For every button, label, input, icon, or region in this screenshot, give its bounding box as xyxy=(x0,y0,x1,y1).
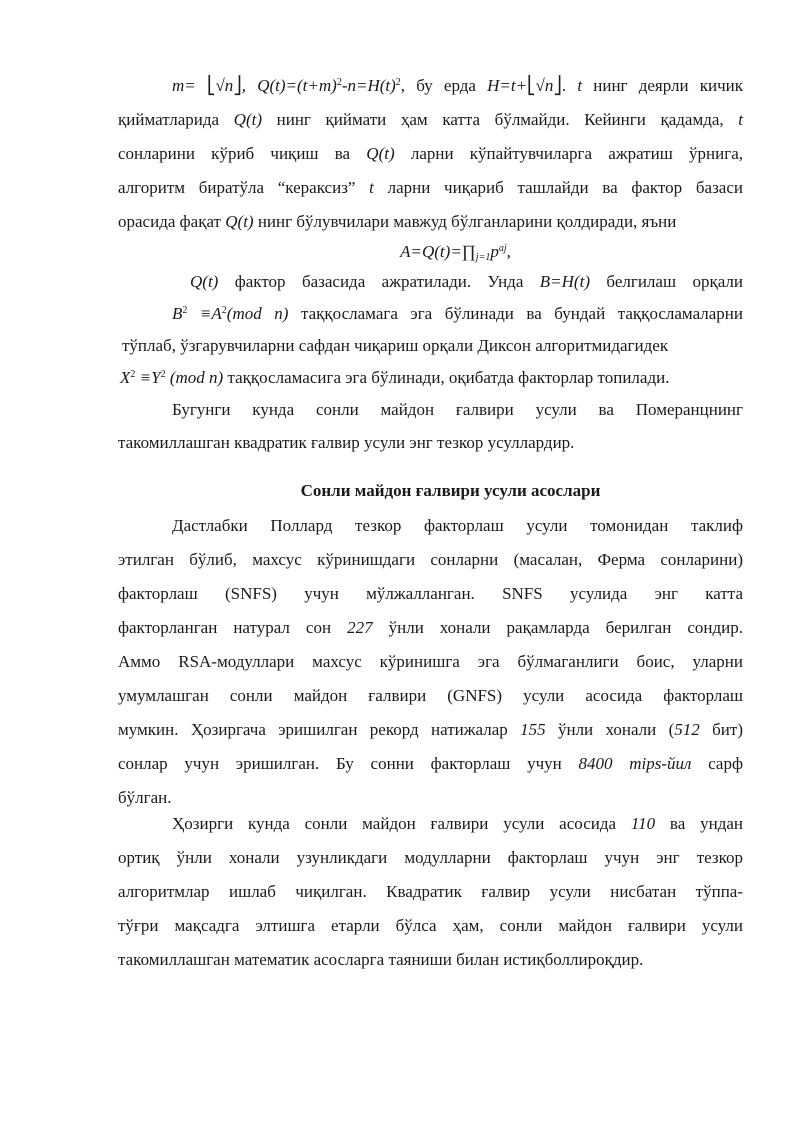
text-run: Дастлабки Поллард тезкор факторлаш усули томонидан таклиф xyxy=(172,516,743,535)
floor-sqrt-n: ⎣√n⎦ xyxy=(527,76,562,95)
q-definition-b: -n=H(t) xyxy=(341,76,396,95)
qt-expression: Q(t) xyxy=(190,272,219,291)
number-227: 227 xyxy=(347,618,373,637)
m-equals: m= xyxy=(172,76,207,95)
text-run: фактор базасида ажратилади. Унда xyxy=(218,272,540,291)
paragraph-3-line-5 xyxy=(118,948,743,972)
text-run: алгоритмлар ишлаб чиқилган. Квадратик ғалвир усули нисбатан тўппа- xyxy=(118,882,743,901)
mod-n: (mod n) xyxy=(165,368,224,387)
formula-subscript: j=1 xyxy=(475,252,491,263)
paragraph-1-line-11 xyxy=(172,398,743,422)
text-run: қийматларида xyxy=(118,110,234,129)
variable-t: t xyxy=(738,110,744,129)
text-run: , бу ерда xyxy=(400,76,488,95)
paragraph-1-line-7 xyxy=(190,270,743,294)
text-run: такомиллашган квадратик ғалвир усули энг тезкор усуллардир. xyxy=(118,433,575,452)
paragraph-1-line-1 xyxy=(172,74,743,98)
paragraph-1-line-3 xyxy=(118,142,743,166)
paragraph-2-line-5 xyxy=(118,650,743,674)
text-run: сарф xyxy=(691,754,743,773)
superscript: 2 xyxy=(182,305,188,316)
text-run: факторлаш (SNFS) учун мўлжалланган. SNFS усулида энг катта xyxy=(118,584,743,603)
text-run: такомиллашган математик асосларга таяниши билан истиқболлироқдир. xyxy=(118,950,644,969)
text-run: ларни кўпайтувчиларга ажратиш ўрнига, xyxy=(394,144,743,163)
paragraph-2-line-4 xyxy=(118,616,743,640)
paragraph-2-line-6 xyxy=(118,684,743,708)
superscript: 2 xyxy=(336,77,342,88)
paragraph-2-line-2 xyxy=(118,548,743,572)
bh-expression: B=H(t) xyxy=(539,272,590,291)
text-run: . xyxy=(561,76,578,95)
superscript: 2 xyxy=(395,77,401,88)
text-run: бўлган. xyxy=(118,788,172,807)
text-run: умумлашган сонли майдон ғалвири (GNFS) усули асосида факторлаш xyxy=(118,686,743,705)
text-run: Ҳозирги кунда сонли майдон ғалвири усули асосида xyxy=(172,814,631,833)
text-run: ортиқ ўнли хонали узунликдаги модулларни факторлаш учун энг тезкор xyxy=(118,848,743,867)
text-run: факторланган натурал сон xyxy=(118,618,348,637)
text-run: нинг қиймати ҳам катта бўлмайди. Кейинги қадамда, xyxy=(262,110,739,129)
h-definition: H=t+ xyxy=(487,76,528,95)
variable-t: t xyxy=(577,76,583,95)
text-run: алгоритм биратўла “кераксиз” xyxy=(118,178,370,197)
paragraph-2-line-9 xyxy=(118,786,743,810)
formula-superscript: aj xyxy=(498,243,507,254)
text-run: нинг деярли кичик xyxy=(582,76,744,95)
text-run: сонлар учун эришилган. Бу сонни факторлаш учун xyxy=(118,754,579,773)
text-run: Бугунги кунда сонли майдон ғалвири усули ва Померанцнинг xyxy=(172,400,743,419)
formula-main: A=Q(t)=∏ xyxy=(400,242,476,261)
paragraph-1-line-10 xyxy=(120,366,743,390)
text-run: таққосламасига эга бўлинади, оқибатда факторлар топилади. xyxy=(223,368,670,387)
qt-expression: Q(t) xyxy=(233,110,262,129)
congruence-y: ≡Y xyxy=(135,368,161,387)
text-run: тўғри мақсадга элтишга етарли бўлса ҳам, сонли майдон ғалвири усули xyxy=(118,916,743,935)
number-155: 155 xyxy=(520,720,546,739)
text-run: орасида фақат xyxy=(118,212,226,231)
text-run: ўнли хонали рақамларда берилган сондир. xyxy=(372,618,743,637)
product-formula xyxy=(118,240,743,264)
paragraph-1-line-2 xyxy=(118,108,743,132)
superscript: 2 xyxy=(160,369,166,380)
text-run: ларни чиқариб ташлайди ва фактор базаси xyxy=(373,178,743,197)
text-run: бит) xyxy=(699,720,743,739)
paragraph-3-line-3 xyxy=(118,880,743,904)
paragraph-2-line-7 xyxy=(118,718,743,742)
section-heading: Сонли майдон ғалвири усули асослари xyxy=(300,481,601,500)
text-run: ўнли хонали ( xyxy=(545,720,675,739)
paragraph-1-line-8 xyxy=(172,302,743,326)
variable-b: B xyxy=(172,304,183,323)
text-run: тўплаб, ўзгарувчиларни сафдан чиқариш орқали Диксон алгоритмидагидек xyxy=(122,336,669,355)
paragraph-2-line-3 xyxy=(118,582,743,606)
number-110: 110 xyxy=(630,814,656,833)
mips-year-value: 8400 mips-йил xyxy=(578,754,692,773)
text-run: сонларини кўриб чиқиш ва xyxy=(118,144,367,163)
qt-expression: Q(t) xyxy=(366,144,395,163)
paragraph-1-line-12 xyxy=(118,431,743,455)
paragraph-2-line-8 xyxy=(118,752,743,776)
number-512: 512 xyxy=(674,720,700,739)
paragraph-1-line-5 xyxy=(118,210,743,234)
formula-p: p xyxy=(490,242,499,261)
text-run: этилган бўлиб, махсус кўринишдаги сонларни (масалан, Ферма сонларини) xyxy=(118,550,743,569)
paragraph-2-line-1 xyxy=(172,514,743,538)
paragraph-1-line-9 xyxy=(122,334,743,358)
paragraph-3-line-1 xyxy=(172,812,743,836)
congruence-a: ≡A xyxy=(187,304,222,323)
text-run: ва ундан xyxy=(655,814,743,833)
mod-n: (mod n) xyxy=(226,304,289,323)
paragraph-3-line-4 xyxy=(118,914,743,938)
superscript: 2 xyxy=(130,369,136,380)
variable-t: t xyxy=(369,178,374,197)
formula-end: , xyxy=(506,242,511,261)
text-run: белгилаш орқали xyxy=(589,272,743,291)
qt-expression: Q(t) xyxy=(225,212,254,231)
floor-sqrt-n: ⎣√n⎦ xyxy=(206,76,242,95)
q-definition: , Q(t)=(t+m) xyxy=(241,76,337,95)
paragraph-3-line-2 xyxy=(118,846,743,870)
text-run: нинг бўлувчилари мавжуд бўлганларини қолдиради, яъни xyxy=(253,212,677,231)
text-run: мумкин. Ҳозиргача эришилган рекорд натижалар xyxy=(118,720,521,739)
text-run: Аммо RSA-модуллари махсус кўринишга эга бўлмаганлиги боис, уларни xyxy=(118,652,743,671)
variable-x: X xyxy=(120,368,131,387)
paragraph-1-line-4 xyxy=(118,176,743,200)
text-run: таққосламага эга бўлинади ва бундай таққосламаларни xyxy=(288,304,743,323)
superscript: 2 xyxy=(221,305,227,316)
